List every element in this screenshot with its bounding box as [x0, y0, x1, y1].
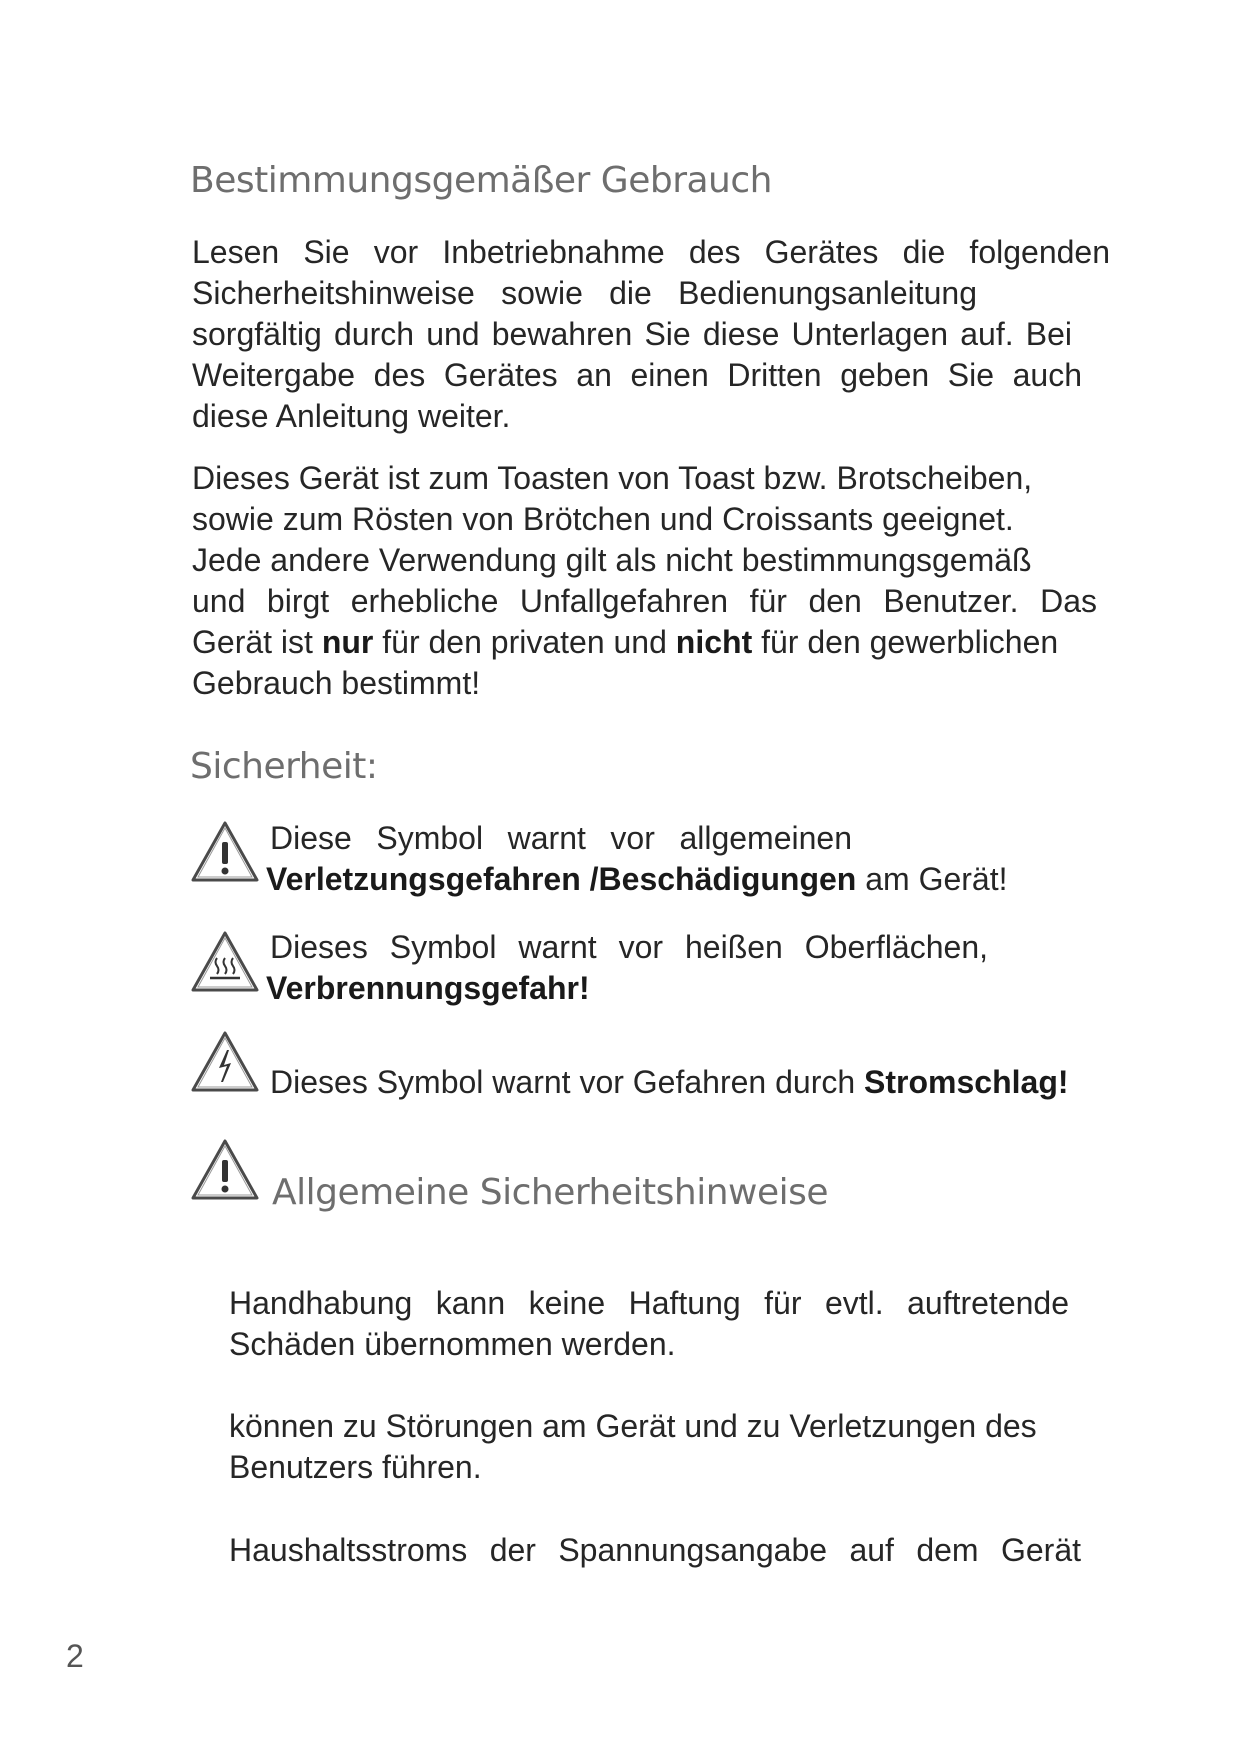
safety-item-1: [229, 1283, 1069, 1365]
paragraph-line: Handhabung kann keine Haftung für evtl. auftretende: [229, 1285, 1069, 1321]
warning-general-text-line2: Verletzungsgefahren /Beschädigungen am Gerät!: [266, 861, 1008, 897]
hot-surface-icon: [190, 930, 260, 994]
warning-exclamation-icon: [190, 1138, 260, 1202]
heading-allgemeine-sicherheitshinweise: Allgemeine Sicherheitshinweise: [272, 1172, 829, 1213]
heading-sicherheit: Sicherheit:: [190, 746, 378, 787]
paragraph-line: sorgfältig durch und bewahren Sie diese Unterlagen auf. Bei: [192, 316, 1072, 352]
paragraph-line: Jede andere Verwendung gilt als nicht bestimmungsgemäß: [192, 542, 1032, 578]
bold-nicht: nicht: [675, 624, 753, 660]
page-number: 2: [66, 1638, 84, 1674]
warning-hot-surface-text: Dieses Symbol warnt vor heißen Oberflächen,: [270, 929, 988, 965]
paragraph-line: Haushaltsstroms der Spannungsangabe auf dem Gerät: [229, 1532, 1081, 1568]
warning-general-text: Diese Symbol warnt vor allgemeinen: [270, 820, 852, 856]
paragraph-line: können zu Störungen am Gerät und zu Verletzungen des: [229, 1408, 1037, 1444]
warning-electric-shock-text: Dieses Symbol warnt vor Gefahren durch Stromschlag!: [270, 1064, 1069, 1100]
safety-item-3: [229, 1530, 1081, 1571]
paragraph-line: Dieses Gerät ist zum Toasten von Toast bzw. Brotscheiben,: [192, 460, 1033, 496]
paragraph-intended-use: [192, 458, 1110, 704]
paragraph-line: und birgt erhebliche Unfallgefahren für den Benutzer. Das: [192, 583, 1097, 619]
heading-bestimmungsgemaesser-gebrauch: Bestimmungsgemäßer Gebrauch: [190, 160, 772, 201]
paragraph-intro: [192, 232, 1110, 437]
paragraph-line: Gebrauch bestimmt!: [192, 665, 481, 701]
bold-nur: nur: [321, 624, 374, 660]
electric-shock-icon: [190, 1030, 260, 1094]
paragraph-line: Lesen Sie vor Inbetriebnahme des Gerätes die folgenden: [192, 234, 1110, 270]
paragraph-line: diese Anleitung weiter.: [192, 398, 511, 434]
paragraph-line: Schäden übernommen werden.: [229, 1326, 676, 1362]
paragraph-line: Weitergabe des Gerätes an einen Dritten geben Sie auch: [192, 357, 1082, 393]
warning-exclamation-icon: [190, 820, 260, 884]
paragraph-line: Gerät ist nur für den privaten und nicht für den gewerblichen: [192, 624, 1059, 660]
safety-item-2: [229, 1406, 1069, 1488]
warning-hot-surface-text-line2: Verbrennungsgefahr!: [266, 970, 590, 1006]
paragraph-line: Sicherheitshinweise sowie die Bedienungsanleitung: [192, 275, 977, 311]
paragraph-line: sowie zum Rösten von Brötchen und Croissants geeignet.: [192, 501, 1014, 537]
paragraph-line: Benutzers führen.: [229, 1449, 482, 1485]
